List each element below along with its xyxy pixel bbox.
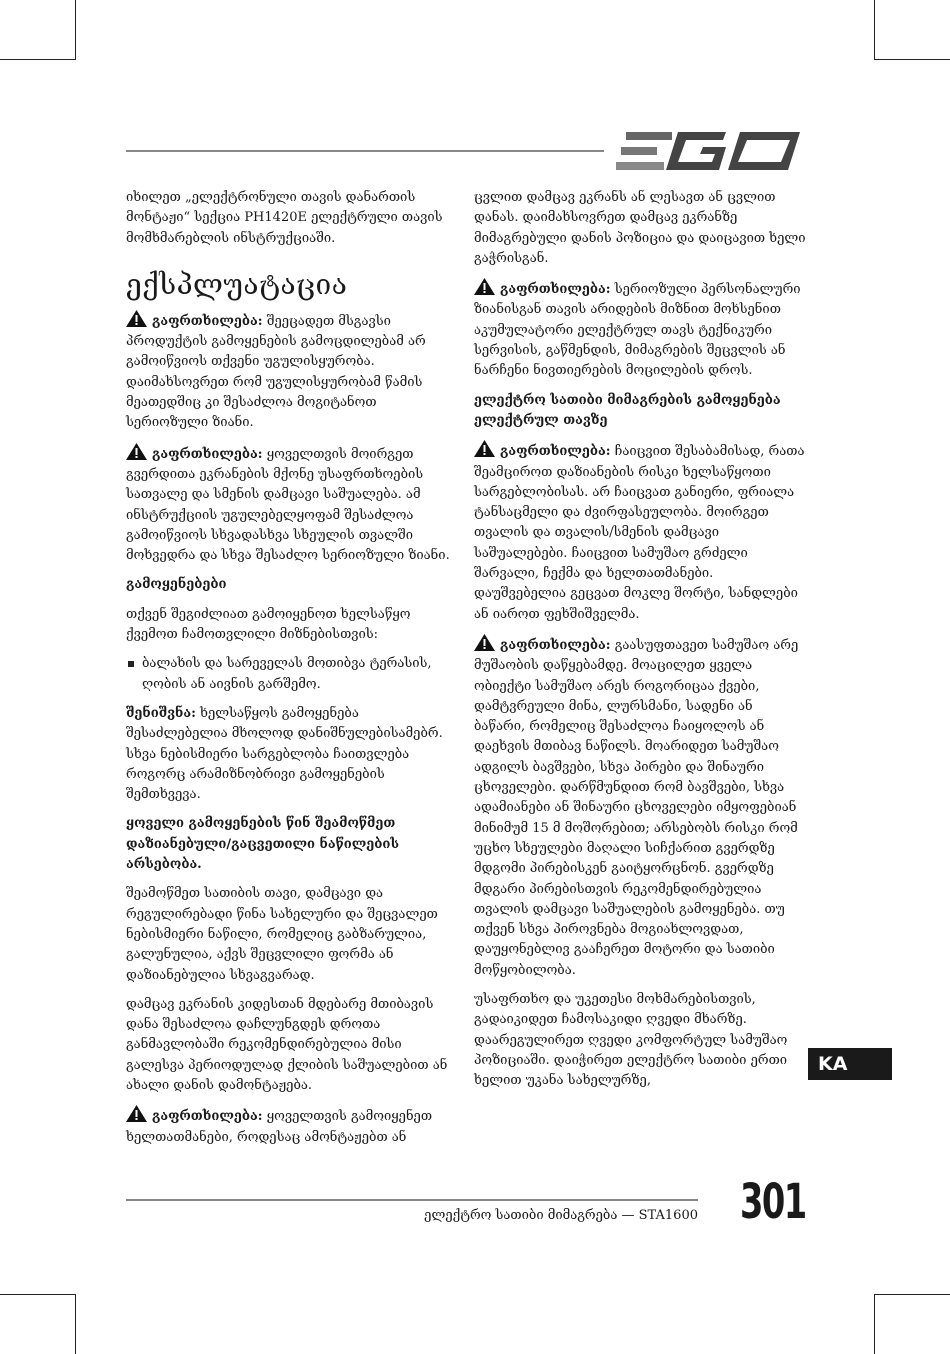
crop-mark-top-left-vertical	[75, 0, 76, 60]
left-column	[126, 188, 456, 1157]
warning-paragraph	[474, 278, 806, 381]
warning-label: გაფრთხილება:	[152, 446, 263, 462]
crop-mark-top-right-vertical	[874, 0, 875, 60]
section-title: ექსპლუატაცია	[126, 267, 348, 301]
warning-paragraph	[126, 310, 456, 434]
warning-triangle-icon	[474, 634, 495, 651]
crop-mark-bottom-left-horizontal	[0, 1294, 75, 1295]
warning-label: გაფრთხილება:	[500, 444, 611, 460]
warning-paragraph	[126, 443, 456, 567]
list-item-text: ბალახის და სარეველას მოთიბვა ტერასის, ღობის ან აივნის გარშემო.	[142, 656, 432, 692]
usage-heading: ელექტრო სათიბი მიმაგრების გამოყენება ელექტრულ თავზე	[474, 392, 781, 428]
warning-label: გაფრთხილება:	[152, 313, 263, 329]
warning-text: ყოველთვის მოირგეთ გვერდითა ეკრანების მქონე უსაფრთხოების სათვალე და სმენის დამცავი საშუალება. ამ ინსტრუქციის უგულებელყოფამ შესაძლოა გამოიწვიოს სხვადასხვა სხეულის თვალში მოხვედრა და სხვა შესაძლო სერიოზული ზიანი.	[126, 446, 450, 564]
warning-text: შეეცადეთ მსგავსი პროდუქტის გამოყენების გამოცდილებამ არ გამოიწვიოს თქვენი უგულისყურობა. დაიმახსოვრეთ რომ უგულისყურობამ წამის მეათედშიც კი შესაძლოა მოგიტანოთ სერიოზული ზიანი.	[126, 313, 426, 431]
list-item	[126, 654, 456, 695]
uses-heading: გამოყენებები	[126, 577, 227, 593]
inspect-heading: ყოველი გამოყენების წინ შეამოწმეთ დაზიანებული/გაცვეთილი ნაწილების არსებობა.	[126, 816, 400, 873]
crop-mark-bottom-right-vertical	[874, 1294, 875, 1354]
warning-triangle-icon	[126, 443, 147, 460]
right-column	[474, 188, 806, 1100]
intro-paragraph: იხილეთ „ელექტრონული თავის დანართის მონტაჟი“ სექცია PH1420E ელექტრული თავის მომხმარებლის ინსტრუქციაში.	[126, 190, 443, 246]
language-tab: KA	[808, 1048, 892, 1080]
inspect-paragraph: შეამოწმეთ სათიბის თავი, დამცავი და რეგულირებადი წინა სახელური და შეცვალეთ ნებისმიერი ნაწილი, რომელიც გაბზარულია, გალუნულია, აქვს შეცვლილი ფორმა ან დაზიანებულია სხვაგვარად.	[126, 886, 438, 983]
warning-paragraph	[126, 1105, 456, 1148]
warning-triangle-icon	[126, 1105, 147, 1122]
closing-paragraph: უსაფრთხო და უკეთესი მოხმარებისთვის, გადაიკიდეთ ჩამოსაკიდი ღვედი მხარზე. დაარეგულირეთ ღვედი კომფორტულ სამუშაო პოზიციაში. დაიჭირეთ ელექტრო სათიბი ერთი ხელით უკანა სახელურზე,	[474, 991, 788, 1089]
footer-rule	[126, 1199, 698, 1201]
warning-triangle-icon	[474, 440, 495, 457]
warning-label: გაფრთხილება:	[500, 282, 611, 298]
ego-logo	[616, 128, 800, 174]
uses-list	[126, 654, 456, 695]
crop-mark-top-right-horizontal	[874, 59, 950, 60]
crop-mark-top-left-horizontal	[0, 59, 75, 60]
warning-triangle-icon	[126, 310, 147, 327]
uses-paragraph: თქვენ შეგიძლიათ გამოიყენოთ ხელსაწყო ქვემოთ ჩამოთვლილი მიზნებისთვის:	[126, 606, 411, 643]
note-label: შენიშვნა:	[126, 705, 196, 721]
footer-title: ელექტრო სათიბი მიმაგრება — STA1600	[424, 1208, 698, 1223]
continued-paragraph: ცვლით დამცავ ეკრანს ან ლესავთ ან ცვლით დანას. დაიმახსოვრეთ დამცავ ეკრანზე მიმაგრებული დანის პოზიცია და დაიცავით ხელი გაჭრისგან.	[474, 190, 806, 266]
header-rule	[126, 150, 604, 152]
note-paragraph	[126, 704, 456, 805]
square-bullet-icon	[128, 661, 134, 667]
page-number: 301	[740, 1174, 806, 1230]
warning-text: ჩაიცვით შესაბამისად, რათა შეამციროთ დაზიანების რისკი ხელსაწყოთი სარგებლობისას. არ ჩაიცვათ განიერი, ფრიალა ტანსაცმელი და ძვირფასეულობა. მოირგეთ თვალის და თვალის/სმენის დამცავი საშუალებები. ჩაიცვით სამუშაო გრძელი შარვალი, ჩექმა და ხელთათმანები. დაუშვებელია გეცვათ მოკლე შორტი, სანდლები ან იაროთ ფეხშიშველმა.	[474, 444, 805, 622]
warning-paragraph	[474, 440, 806, 625]
note-text: ხელსაწყოს გამოყენება შესაძლებელია მხოლოდ დანიშნულებისამებრ. სხვა ნებისმიერი სარგებლობა ჩაითვლება როგორც არამიზნობრივი გამოყენების შემთხვევა.	[126, 705, 443, 803]
warning-text: გაასუფთავეთ სამუშაო არე მუშაობის დაწყებამდე. მოაცილეთ ყველა ობიექტი სამუშაო არეს როგორიცაა ქვები, დამტვრეული მინა, ლურსმანი, სადენი ან ბაწარი, რომელიც შესაძლოა ჩაიყოლოს ან დაეხვის მთიბავ ნაწილს. მოარიდეთ სამუშაო ადგილს ბავშვები, სხვა პირები და შინაური ცხოველები. დარწმუნდით რომ ბავშვები, სხვა ადამიანები ან შინაური ცხოველები იმყოფებიან მინიმუმ 15 მ მოშორებით; არსებობს რისკი რომ უცხო სხეულები მაღალი სიჩქარით გვერდზე მდგომი პირებისკენ გაიტყორცნონ. გვერდზე მდგარი პირებისთვის რეკომენდირებულია თვალის დამცავი საშუალების გამოყენება. თუ თქვენ სხვა პიროვნება მოგიახლოვდათ, დაუყონებლივ გააჩერეთ მოტორი და სათიბი მოწყობილობა.	[474, 637, 799, 978]
warning-label: გაფრთხილება:	[500, 637, 611, 653]
inspect-paragraph: დამცავ ეკრანის კიდესთან მდებარე მთიბავის დანა შესაძლოა დაჩლუნგდეს დროთა განმავლობაში რეკომენდირებულია მისი გალესვა პერიოდულად ქლიბის საშუალებით ან ახალი დანის დამონტაჟება.	[126, 996, 448, 1093]
warning-text: სერიოზული პერსონალური ზიანისგან თავის არიდების მიზნით მოხსენით აკუმულატორი ელექტრულ თავს ტექნიკური სერვისის, გაწმენდის, მიმაგრების შეცვლის ან ნარჩენი ნივთიერების მოცილების დროს.	[474, 282, 801, 379]
warning-label: გაფრთხილება:	[152, 1109, 263, 1125]
crop-mark-bottom-left-vertical	[75, 1294, 76, 1354]
warning-text: ყოველთვის გამოიყენეთ ხელთათმანები, როდესაც ამონტაჟებთ ან	[126, 1109, 433, 1145]
crop-mark-bottom-right-horizontal	[874, 1294, 950, 1295]
warning-triangle-icon	[474, 278, 495, 295]
warning-paragraph	[474, 634, 806, 981]
